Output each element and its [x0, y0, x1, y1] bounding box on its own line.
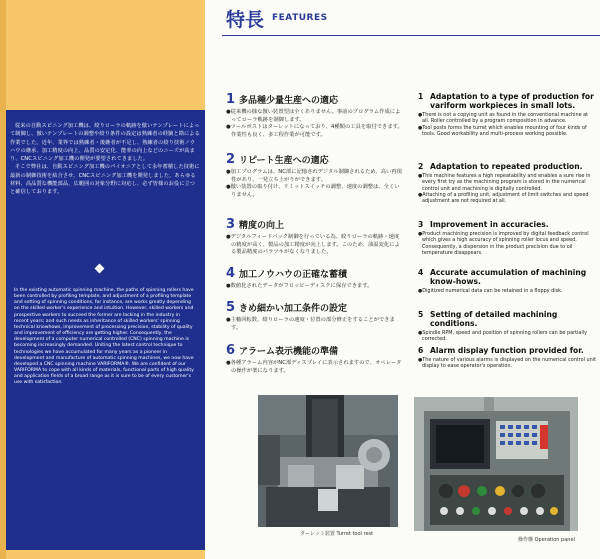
feature-heading: 多品種少量生産への適応: [239, 96, 339, 106]
feature-item: ●従来機の様な倣い装置型は全くありません。事前のプログラム作成によってローラ軌跡を制御します。: [226, 109, 401, 123]
caption-turret: ターレット装置 Turret tool rest: [300, 531, 374, 537]
caption-operation-panel: 操作盤 Operation panel: [518, 537, 575, 543]
feature-heading: Improvement in accuracies.: [430, 220, 549, 229]
feature-item: ●Digitized numerical data can be retained in a floppy disk.: [418, 288, 563, 294]
feature-number: 4: [418, 268, 424, 277]
feature-number: 5: [226, 300, 236, 315]
feature-heading: Accurate accumulation of machining know-hows.: [430, 268, 587, 286]
feature-number: 3: [226, 217, 236, 232]
intro-en-paragraph: In the existing automatic spinning machine, the paths of spinning rollers have been controlled by profiling template, and adjustment of a profiling template and setting of spinning conditions, for instance, are works greatly depending on the skilled worker's experience and intuition. However, skilled workers and prospective workers to succeed the former are lacking in the industry in recent years; and such needs as inheritance of skilled workers' spinning technical knowhows, improvement of processing precision, stability of quality and improvement of efficiency are getting higher. Consequently, the development of a computer numerical controlled (CNC) spinning machine is becoming increasingly demanded. Uniting the latest control technique to technologies we have accumulated for many years as a pioneer in development and manufacture of automatic spinning machines, we now have developed a CNC spinning machine VARIFORMA®. We are confident of our VARIFORMA to cope with all kinds of materials, functional parts of high quality and application fields of a broad range as it is sure to be of every customer's use with satisfaction.: [14, 288, 194, 386]
turret-illustration: [258, 395, 398, 527]
page-title-jp: 特長: [226, 9, 265, 31]
feature-item: ●各種アラーム内容がNC部ディスプレイに表示されますので、オペレータの操作が楽になります。: [226, 360, 402, 374]
operation-panel-illustration: [414, 397, 578, 531]
feature-heading: アラーム表示機能の準備: [239, 347, 339, 357]
feature-item: ●デジタルフィードバック制御を行っている為、絞りローラの軌跡・速度の精度が高く、製品の加工精度が向上します。このため、油温変化による製品精度のバラツキがなくなりました。: [226, 234, 400, 256]
feature-jp-3: [226, 217, 404, 257]
feature-en-1: [418, 92, 596, 137]
feature-item: ●倣い装置の取り付け、リミットスイッチの調整、速度の調整は、全くいりません。: [226, 184, 400, 198]
feature-jp-5: [226, 300, 404, 332]
intro-jp-paragraph-2: そこで弊社は、自動スピニング加工機のパイオニアとして永年蓄積した技術に最新の制御技術を結合させ、CNCスピニング加工機を開発しました。あらゆる材料、高品質な機能部品、広範囲の対象分野に対応し、必ず皆様のお役に立つと確信しております。: [10, 164, 200, 196]
feature-en-6: [418, 346, 596, 370]
feature-jp-6: [226, 343, 404, 375]
feature-en-5: [418, 310, 596, 343]
operation-panel-photo: [414, 397, 578, 531]
feature-number: 6: [418, 346, 424, 355]
feature-item: ●Tool posts forms the turret which enables mounting of four kinds of tools. Good workability and multi-process working possible.: [418, 124, 587, 137]
feature-en-3: [418, 220, 596, 256]
feature-heading: 加工ノウハウの正確な蓄積: [239, 270, 348, 280]
feature-heading: リピート生産への適応: [239, 156, 329, 166]
feature-item: ●There is not a copying unit as found in the conventional machine at all. Roller controlled by a program composition in advance.: [418, 112, 589, 125]
turret-tool-rest-photo: [258, 395, 398, 527]
feature-heading: Adaptation to repeated production.: [430, 162, 583, 171]
feature-en-2: [418, 162, 596, 204]
feature-heading: Setting of detailed machining conditions.: [430, 310, 558, 328]
intro-jp-paragraph-1: 従来の自動スピニング加工機は、絞りローラの軌跡を倣いテンプレートによって制御し、倣いテンプレートの調整や絞り条件の設定は熟練者の経験と勘による作業でした。近年、業界では熟練者・後継者が不足し、熟練者の絞り技術ノウハウの継承、加工精度の向上、品質の安定化、能率の向上などのニーズが高まり、CNCスピニング加工機の開発が要望されてきました。: [10, 123, 200, 163]
feature-item: ●Attaching of a profiling unit, adjustment of limit switches and speed adjustment are not required at all.: [418, 191, 589, 205]
left-intro-panel: [0, 0, 205, 559]
feature-jp-2: [226, 152, 404, 199]
feature-item: ●This machine features a high repeatability and enables a sure rise in every first try as the machining program is stored in the numerical control unit and machining is digitally controlled.: [418, 173, 591, 192]
feature-item: ●Spindle RPM, speed and position of spinning rollers can be partially corrected.: [418, 330, 587, 343]
intro-japanese: [10, 122, 200, 197]
feature-heading: きめ細かい加工条件の設定: [239, 304, 348, 314]
feature-jp-1: [226, 92, 404, 139]
feature-heading: Alarm display function provided for.: [430, 346, 584, 355]
feature-item: ●数値化されたデータがフロッピーディスクに保存できます。: [226, 283, 373, 289]
feature-item: ●加工プログラムは、NC部に記憶されデジタル制御されるため、高い再現性があり、一発立ち上がりができます。: [226, 169, 402, 183]
feature-number: 1: [226, 92, 236, 107]
feature-number: 2: [418, 162, 424, 171]
feature-heading: 精度の向上: [239, 221, 285, 231]
feature-item: ●ツールポストはターレットになっており、4種類の工具を取付できます。作業性も良く、多工程作業が可能です。: [226, 124, 403, 138]
feature-item: ●The nature of various alarms is displayed on the numerical control unit display to ease operator's operation.: [418, 357, 597, 370]
title-divider: [222, 35, 600, 36]
feature-heading: Adaptation to a type of production for variform workpieces in small lots.: [430, 92, 594, 110]
feature-item: ●主軸回転数、絞りローラの速度・位置の部分修正をすることができます。: [226, 317, 395, 331]
feature-jp-4: [226, 266, 404, 291]
feature-number: 1: [418, 92, 424, 101]
page-title-en: FEATURES: [272, 13, 328, 23]
feature-number: 6: [226, 343, 236, 358]
intro-english: [14, 288, 196, 387]
feature-item: ●Product machining precision is improved by digital feedback control which gives a high accuracy of spinning roller locus and speed. Consequently, a dispersion in the product precision due to oil temperature disappears.: [418, 231, 589, 256]
feature-number: 4: [226, 266, 236, 281]
feature-number: 2: [226, 152, 236, 167]
feature-number: 5: [418, 310, 424, 319]
feature-number: 3: [418, 220, 424, 229]
feature-en-4: [418, 268, 596, 294]
